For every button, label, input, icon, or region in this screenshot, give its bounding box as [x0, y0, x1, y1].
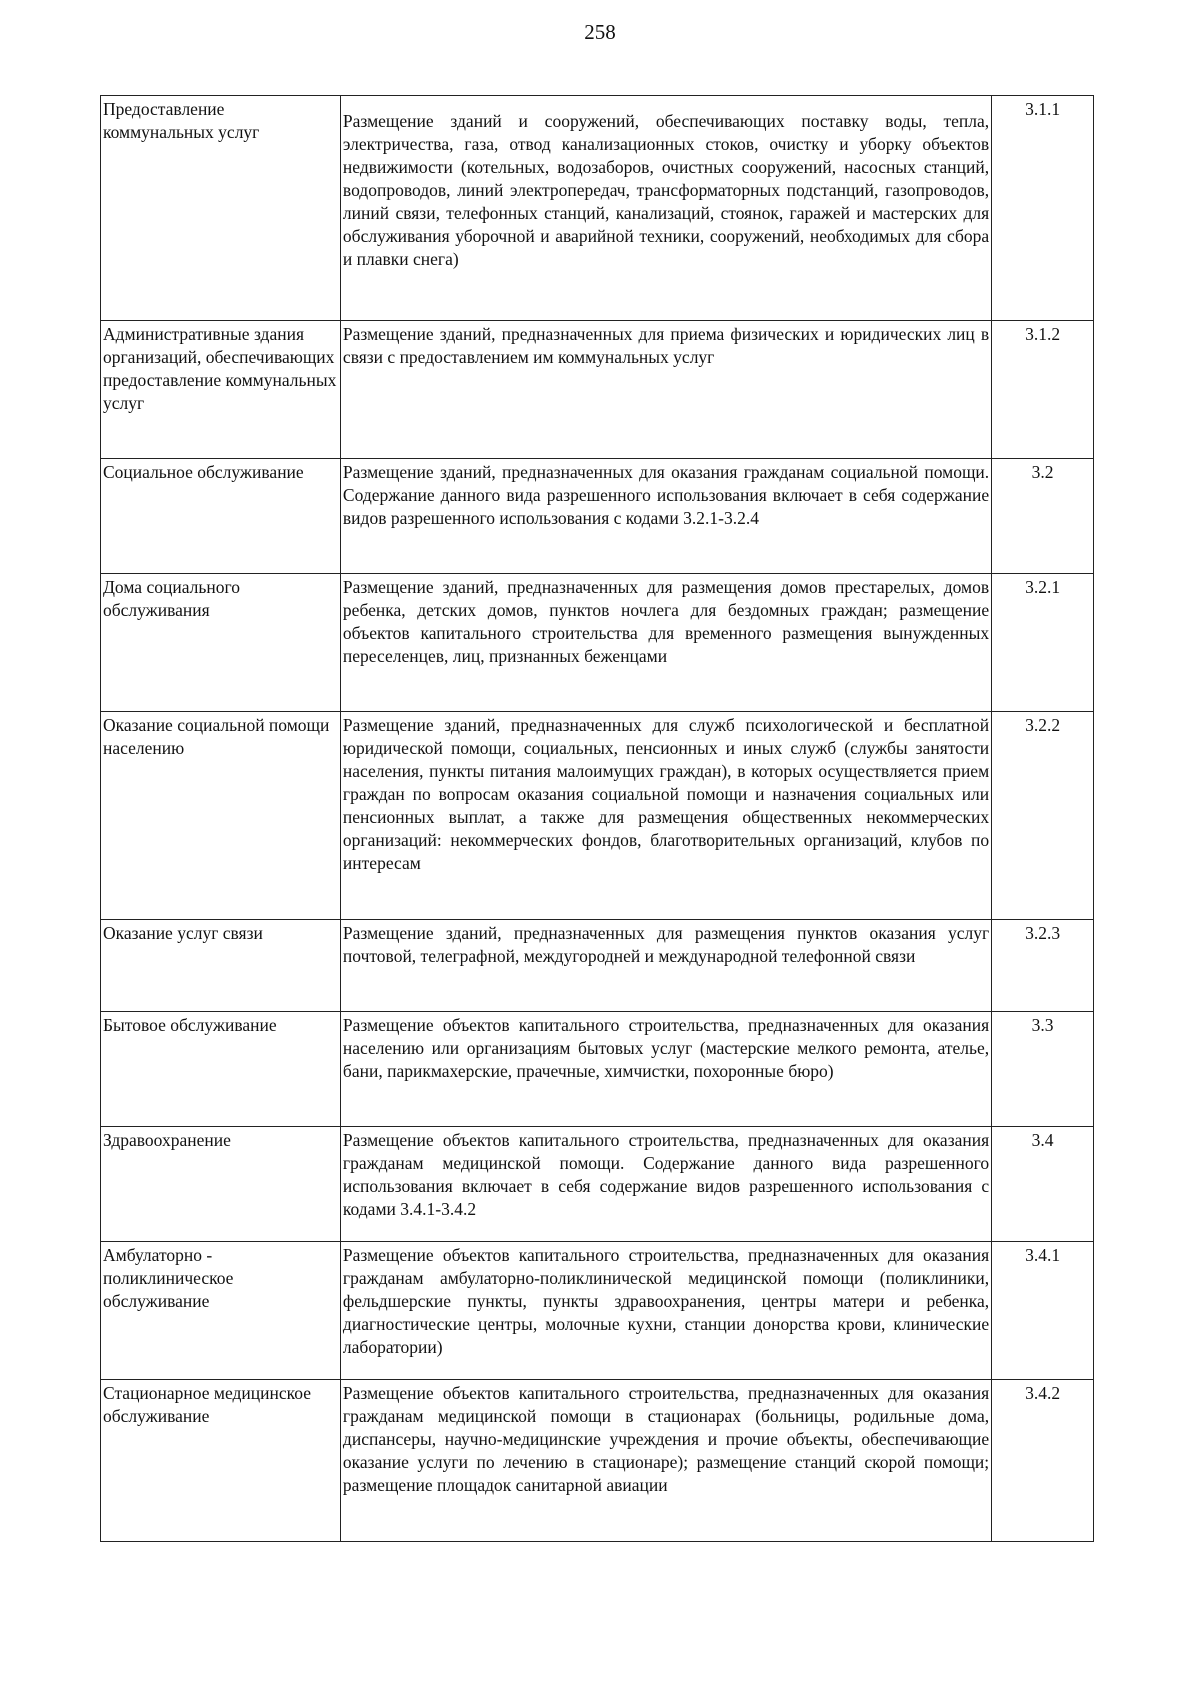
land-use-description: Размещение объектов капитального строительства, предназначенных для оказания населению или организациям бытовых услуг (мастерские мелкого ремонта, ателье, бани, парикмахерские, прачечные, химчистки, похоронные бюро)	[342, 1015, 990, 1081]
land-use-name-cell	[101, 96, 341, 321]
land-use-description-cell	[340, 96, 991, 321]
land-use-code: 3.2	[992, 459, 1094, 574]
land-use-name: Стационарное медицинское обслуживание	[103, 1383, 311, 1426]
land-use-description: Размещение зданий и сооружений, обеспечивающих поставку воды, тепла, электричества, газа, отвод канализационных стоков, очистку и уборку объектов недвижимости (котельных, водозаборов, очистных сооружений, насосных станций, водопроводов, линий электропередач, трансформаторных подстанций, газопроводов, линий связи, телефонных станций, канализаций, стоянок, гаражей и мастерских для обслуживания уборочной и аварийной техники, сооружений, необходимых для сбора и плавки снега)	[342, 111, 990, 269]
table-row	[101, 1242, 1094, 1380]
land-use-code: 3.1.1	[992, 96, 1094, 321]
land-use-name-cell	[101, 574, 341, 712]
land-use-name-cell	[101, 1012, 341, 1127]
land-use-name-cell	[101, 459, 341, 574]
land-use-description: Размещение объектов капитального строительства, предназначенных для оказания гражданам медицинской помощи. Содержание данного вида разрешенного использования включает в себя содержание видов разрешенного использования с кодами 3.4.1-3.4.2	[342, 1130, 990, 1219]
land-use-description: Размещение объектов капитального строительства, предназначенных для оказания гражданам медицинской помощи в стационарах (больницы, родильные дома, диспансеры, научно-медицинские учреждения и прочие объекты, обеспечивающие оказание услуги по лечению в стационаре); размещение станций скорой помощи; размещение площадок санитарной авиации	[342, 1383, 990, 1495]
land-use-name: Предоставление коммунальных услуг	[103, 99, 260, 142]
land-use-code: 3.4	[992, 1127, 1094, 1242]
table-row	[101, 321, 1094, 459]
land-use-description-cell	[340, 574, 991, 712]
land-use-code: 3.4.2	[992, 1380, 1094, 1542]
table-row	[101, 459, 1094, 574]
land-use-code: 3.2.3	[992, 920, 1094, 1012]
table-row	[101, 96, 1094, 321]
land-use-description-cell	[340, 459, 991, 574]
land-use-description: Размещение объектов капитального строительства, предназначенных для оказания гражданам амбулаторно-поликлинической медицинской помощи (поликлиники, фельдшерские пункты, пункты здравоохранения, центры матери и ребенка, диагностические центры, молочные кухни, станции донорства крови, клинические лаборатории)	[342, 1245, 990, 1357]
land-use-description: Размещение зданий, предназначенных для служб психологической и бесплатной юридической помощи, социальных, пенсионных и иных служб (службы занятости населения, пункты питания малоимущих граждан), в которых осуществляется прием граждан по вопросам оказания социальной помощи и назначения социальных или пенсионных выплат, а также для размещения общественных некоммерческих организаций: некоммерческих фондов, благотворительных организаций, клубов по интересам	[342, 715, 990, 873]
land-use-description-cell	[340, 920, 991, 1012]
land-use-name: Здравоохранение	[103, 1130, 231, 1150]
land-use-description-cell	[340, 712, 991, 920]
land-use-description: Размещение зданий, предназначенных для размещения пунктов оказания услуг почтовой, телеграфной, междугородней и международной телефонной связи	[342, 923, 990, 966]
land-use-code: 3.1.2	[992, 321, 1094, 459]
land-use-description-cell	[340, 1380, 991, 1542]
land-use-description-cell	[340, 1242, 991, 1380]
page-number: 258	[584, 20, 616, 44]
table-row	[101, 1012, 1094, 1127]
land-use-description: Размещение зданий, предназначенных для оказания гражданам социальной помощи. Содержание данного вида разрешенного использования включает в себя содержание видов разрешенного использования с кодами 3.2.1-3.2.4	[342, 462, 990, 528]
land-use-code: 3.3	[992, 1012, 1094, 1127]
land-use-description: Размещение зданий, предназначенных для приема физических и юридических лиц в связи с предоставлением им коммунальных услуг	[342, 324, 990, 367]
table-row	[101, 1127, 1094, 1242]
land-use-name: Дома социального обслуживания	[103, 577, 240, 620]
land-use-name: Административные здания организаций, обеспечивающих предоставление коммунальных услуг	[103, 324, 337, 413]
land-use-name-cell	[101, 321, 341, 459]
land-use-description-cell	[340, 321, 991, 459]
land-use-code: 3.2.1	[992, 574, 1094, 712]
land-use-name: Социальное обслуживание	[103, 462, 304, 482]
land-use-name: Амбулаторно - поликлиническое обслуживание	[103, 1245, 234, 1311]
land-use-name-cell	[101, 1242, 341, 1380]
table-row	[101, 574, 1094, 712]
table-row	[101, 920, 1094, 1012]
land-use-code: 3.4.1	[992, 1242, 1094, 1380]
land-use-name: Оказание социальной помощи населению	[103, 715, 330, 758]
land-use-description-cell	[340, 1127, 991, 1242]
land-use-code: 3.2.2	[992, 712, 1094, 920]
land-use-description: Размещение зданий, предназначенных для размещения домов престарелых, домов ребенка, детских домов, пунктов ночлега для бездомных граждан; размещение объектов капитального строительства для временного размещения вынужденных переселенцев, лиц, признанных беженцами	[342, 577, 990, 666]
land-use-table	[100, 95, 1094, 1542]
land-use-name: Бытовое обслуживание	[103, 1015, 277, 1035]
land-use-name-cell	[101, 1380, 341, 1542]
land-use-name-cell	[101, 1127, 341, 1242]
table-row	[101, 1380, 1094, 1542]
land-use-name: Оказание услуг связи	[103, 923, 263, 943]
table-row	[101, 712, 1094, 920]
land-use-name-cell	[101, 920, 341, 1012]
land-use-name-cell	[101, 712, 341, 920]
land-use-description-cell	[340, 1012, 991, 1127]
